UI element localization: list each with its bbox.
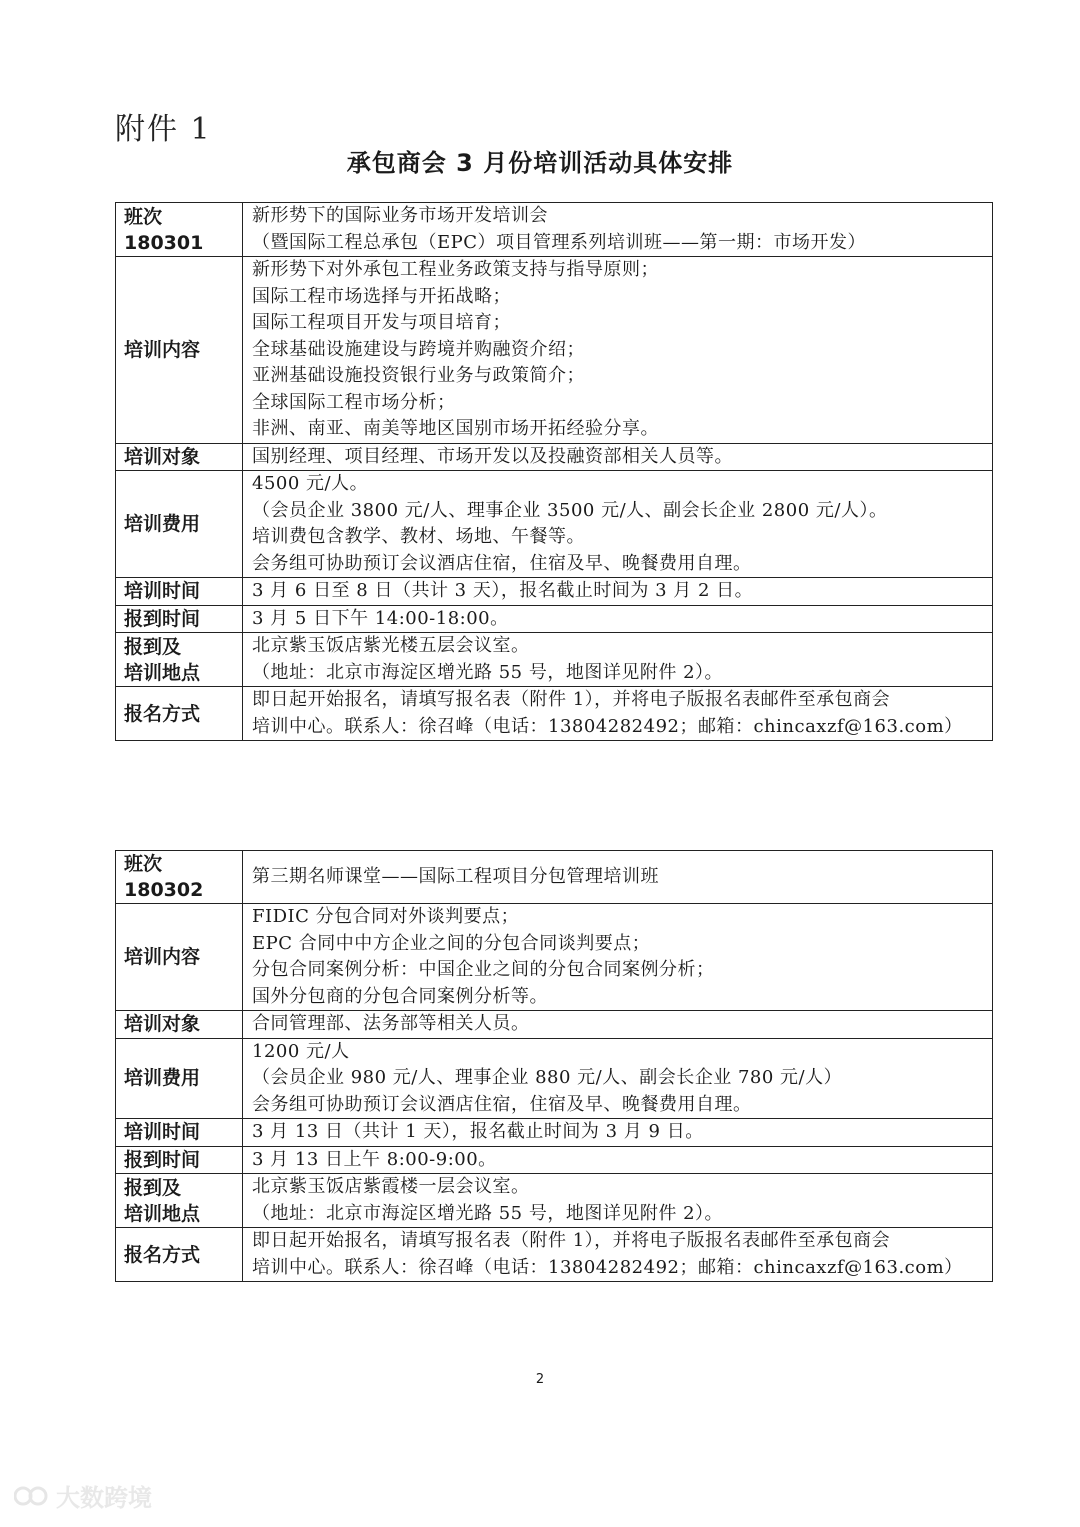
row-label-line: 培训费用 [124, 513, 201, 535]
row-content [243, 605, 993, 633]
document-title: 承包商会 3 月份培训活动具体安排 [346, 149, 734, 177]
attachment-label: 附件 1 [115, 112, 212, 147]
row-label-line: 180302 [124, 879, 204, 901]
row-content-line: 新形势下的国际业务市场开发培训会 [252, 205, 548, 226]
row-content-line: 培训中心。联系人：徐召峰（电话：13804282492；邮箱：chincaxzf@163.com） [252, 1256, 963, 1278]
row-label [116, 578, 243, 606]
watermark-logo-icon [14, 1483, 48, 1509]
row-content-line: 国际工程项目开发与项目培育； [252, 312, 511, 333]
row-content-line: 4500 元/人。 [252, 473, 369, 494]
table-row [116, 633, 993, 687]
table-row [116, 687, 993, 741]
row-label-line: 培训时间 [124, 580, 201, 603]
page-number: 2 [535, 1372, 545, 1387]
row-label-line: 培训时间 [124, 1121, 201, 1144]
row-label-line: 培训内容 [124, 946, 201, 968]
table-row [116, 605, 993, 633]
row-label-line: 培训内容 [124, 338, 201, 361]
row-label [116, 605, 243, 633]
row-content-line: 会务组可协助预订会议酒店住宿，住宿及早、晚餐费用自理。 [252, 1093, 752, 1115]
row-content [243, 633, 993, 687]
row-content-line: （地址：北京市海淀区增光路 55 号，地图详见附件 2）。 [252, 1202, 724, 1224]
row-label [116, 851, 243, 904]
row-label [116, 1146, 243, 1174]
row-content-line: FIDIC 分包合同对外谈判要点； [252, 906, 520, 927]
row-content [243, 257, 993, 444]
row-content-line: 合同管理部、法务部等相关人员。 [252, 1013, 530, 1034]
row-label-line: 180301 [124, 231, 204, 254]
row-label [116, 904, 243, 1011]
table-row [116, 904, 993, 1011]
row-label-line: 培训地点 [124, 1202, 201, 1225]
row-content-line: 新形势下对外承包工程业务政策支持与指导原则； [252, 259, 659, 280]
row-content [243, 687, 993, 741]
row-content-line: 培训费包含教学、教材、场地、午餐等。 [252, 526, 585, 547]
row-content [243, 1011, 993, 1039]
row-content-line: （会员企业 3800 元/人、理事企业 3500 元/人、副会长企业 2800 元/人）。 [252, 499, 888, 521]
table-row [116, 471, 993, 578]
row-label [116, 1228, 243, 1282]
row-label [116, 257, 243, 444]
row-label-line: 培训地点 [124, 661, 201, 684]
row-content [243, 1174, 993, 1228]
row-content-line: 分包合同案例分析：中国企业之间的分包合同案例分析； [252, 959, 715, 980]
row-label [116, 443, 243, 471]
table-row [116, 1146, 993, 1174]
row-content-line: （暨国际工程总承包（EPC）项目管理系列培训班——第一期：市场开发） [252, 231, 867, 253]
row-content-line: 全球国际工程市场分析； [252, 391, 456, 413]
row-content [243, 1228, 993, 1282]
row-label-line: 班次 [124, 205, 163, 228]
row-content-line: 即日起开始报名，请填写报名表（附件 1），并将电子版报名表邮件至承包商会 [252, 1230, 891, 1251]
row-label-line: 报到及 [124, 635, 182, 658]
table-row [116, 257, 993, 444]
row-content-line: 亚洲基础设施投资银行业务与政策简介； [252, 365, 585, 386]
row-label [116, 203, 243, 257]
row-label [116, 1174, 243, 1228]
table-row [116, 1038, 993, 1119]
row-content-line: 国际工程市场选择与开拓战略； [252, 285, 511, 307]
row-content-line: 国外分包商的分包合同案例分析等。 [252, 985, 548, 1007]
row-label-line: 培训对象 [124, 1013, 201, 1036]
row-content-line: 非洲、南亚、南美等地区国别市场开拓经验分享。 [252, 418, 659, 439]
row-label-line: 报到时间 [124, 607, 201, 630]
row-label [116, 687, 243, 741]
row-content-line: 北京紫玉饭店紫光楼五层会议室。 [252, 635, 530, 656]
row-label-line: 报到及 [124, 1176, 182, 1199]
row-content [243, 471, 993, 578]
row-content-line: 1200 元/人 [252, 1040, 350, 1062]
table-row [116, 443, 993, 471]
schedule-table-180302 [115, 850, 993, 1282]
row-content-line: 3 月 5 日下午 14:00-18:00。 [252, 607, 509, 629]
row-label [116, 1011, 243, 1039]
table-row [116, 578, 993, 606]
row-content-line: 国别经理、项目经理、市场开发以及投融资部相关人员等。 [252, 445, 733, 467]
table-row [116, 1119, 993, 1147]
row-content [243, 904, 993, 1011]
row-content-line: 即日起开始报名，请填写报名表（附件 1），并将电子版报名表邮件至承包商会 [252, 689, 891, 710]
row-content [243, 443, 993, 471]
row-label [116, 1119, 243, 1147]
row-content-line: （会员企业 980 元/人、理事企业 880 元/人、副会长企业 780 元/人） [252, 1067, 843, 1088]
row-label [116, 1038, 243, 1119]
row-content [243, 851, 993, 904]
row-label-line: 培训费用 [124, 1067, 201, 1090]
row-content [243, 1146, 993, 1174]
schedule-table-180301 [115, 202, 993, 741]
row-content-line: （地址：北京市海淀区增光路 55 号，地图详见附件 2）。 [252, 661, 724, 683]
row-label-line: 报到时间 [124, 1148, 201, 1171]
table-row [116, 1174, 993, 1228]
row-content-line: 会务组可协助预订会议酒店住宿，住宿及早、晚餐费用自理。 [252, 552, 752, 574]
watermark-text: 大数跨境 [56, 1484, 152, 1512]
row-content [243, 1119, 993, 1147]
row-content-line: 第三期名师课堂——国际工程项目分包管理培训班 [252, 865, 659, 887]
table-row [116, 1228, 993, 1282]
row-content-line: 北京紫玉饭店紫霞楼一层会议室。 [252, 1176, 530, 1197]
row-label-line: 班次 [124, 853, 163, 875]
watermark [14, 1478, 152, 1513]
row-content-line: 3 月 13 日（共计 1 天），报名截止时间为 3 月 9 日。 [252, 1121, 704, 1142]
row-label-line: 培训对象 [124, 445, 201, 468]
row-content [243, 203, 993, 257]
row-content-line: 培训中心。联系人：徐召峰（电话：13804282492；邮箱：chincaxzf@163.com） [252, 715, 963, 737]
row-label [116, 633, 243, 687]
row-label [116, 471, 243, 578]
row-content [243, 1038, 993, 1119]
table-row [116, 851, 993, 904]
row-content-line: EPC 合同中中方企业之间的分包合同谈判要点； [252, 932, 651, 954]
row-content-line: 3 月 6 日至 8 日（共计 3 天），报名截止时间为 3 月 2 日。 [252, 580, 754, 601]
row-label-line: 报名方式 [124, 702, 201, 725]
row-content [243, 578, 993, 606]
row-label-line: 报名方式 [124, 1243, 201, 1266]
row-content-line: 全球基础设施建设与跨境并购融资介绍； [252, 338, 585, 360]
table-row [116, 203, 993, 257]
row-content-line: 3 月 13 日上午 8:00-9:00。 [252, 1148, 497, 1170]
table-row [116, 1011, 993, 1039]
